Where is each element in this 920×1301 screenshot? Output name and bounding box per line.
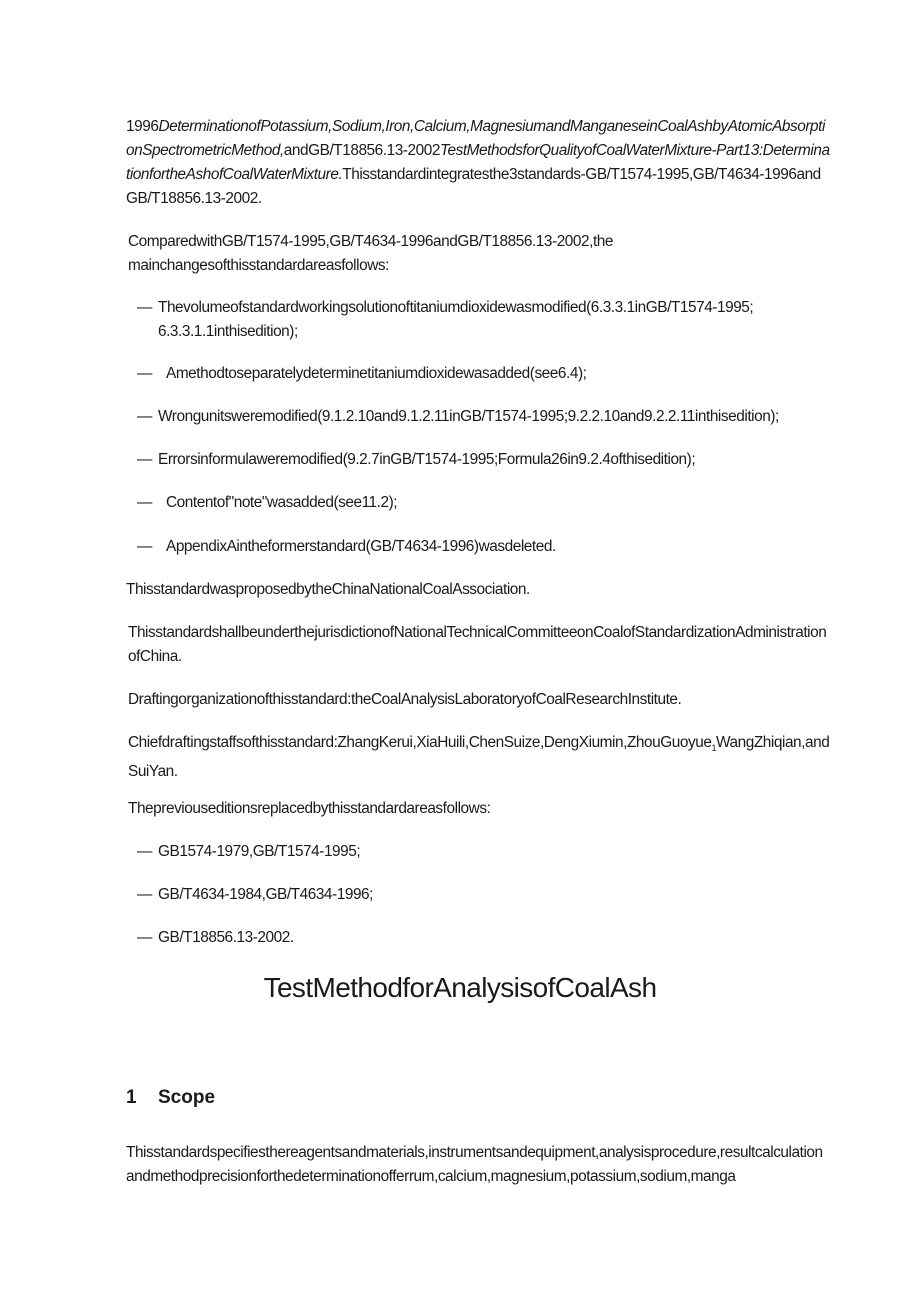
change-text: Contentof"note"wasadded(see11.2); xyxy=(166,494,398,511)
dash-marker: — xyxy=(137,299,152,316)
dash-marker: — xyxy=(137,538,152,555)
change-item xyxy=(137,491,830,515)
intro-text: andGB/T18856.13-2002 xyxy=(283,142,440,159)
change-text: Thevolumeofstandardworkingsolutionoftitaniumdioxidewasmodified(6.3.3.1inGB/T1574-1995;6.3.3.1.1inthisedition); xyxy=(158,299,754,340)
document-title: TestMethodforAnalysisofCoalAsh xyxy=(263,972,657,1003)
staff-subscript: 1 xyxy=(711,743,716,754)
scope-paragraph: Thisstandardspecifiesthereagentsandmaterials,instrumentsandequipment,analysisprocedure,resultcalculationandmethodprecisionforthedeterminationofferrum,calcium,magnesium,potassium,sodium,manga xyxy=(126,1144,823,1185)
intro-text: Thisstandardintegratesthe3standards-GB/T1574-1995,GB/T4634-1996andGB/T18856.13-2002. xyxy=(126,166,821,207)
section-heading-scope xyxy=(126,1085,215,1111)
dash-marker: — xyxy=(137,843,152,860)
dash-marker: — xyxy=(137,886,152,903)
jurisdiction-paragraph: ThisstandardshallbeunderthejurisdictionofNationalTechnicalCommitteeonCoalofStandardizationAdministrationofChina. xyxy=(128,624,827,665)
change-text: Amethodtoseparatelydeterminetitaniumdioxidewasadded(see6.4); xyxy=(166,365,587,382)
change-item xyxy=(137,362,830,386)
change-text: AppendixAintheformerstandard(GB/T4634-1996)wasdeleted. xyxy=(166,538,556,555)
previous-editions-intro: Thepreviouseditionsreplacedbythisstandardareasfollows: xyxy=(128,800,491,817)
previous-edition-item xyxy=(137,926,830,950)
dash-marker: — xyxy=(137,365,152,382)
intro-italic-title: DeterminationofPotassium,Sodium,Iron,Calcium,MagnesiumandManganeseinCoalAshbyAtomicAbsorptionSpectrometricMethod, xyxy=(126,118,825,159)
change-item xyxy=(137,405,850,429)
change-text: Wrongunitsweremodified(9.1.2.10and9.1.2.11inGB/T1574-1995;9.2.2.10and9.2.2.11inthisedition); xyxy=(158,408,779,425)
dash-marker: — xyxy=(137,408,152,425)
previous-edition-text: GB1574-1979,GB/T1574-1995; xyxy=(158,843,361,860)
intro-italic-title: TestMethodsforQualityofCoalWaterMixture-Part13:DeterminationfortheAshofCoalWaterMixture. xyxy=(126,142,830,183)
change-item xyxy=(137,296,830,344)
drafting-org-paragraph: Draftingorganizationofthisstandard:theCoalAnalysisLaboratoryofCoalResearchInstitute. xyxy=(128,691,682,708)
staff-paragraph xyxy=(128,731,830,784)
proposed-paragraph: ThisstandardwasproposedbytheChinaNationalCoalAssociation. xyxy=(126,581,530,598)
intro-paragraph xyxy=(126,115,830,211)
staff-text: WangZhiqian,andSuiYan. xyxy=(128,734,830,781)
intro-text: 1996 xyxy=(126,118,159,135)
dash-marker: — xyxy=(137,451,152,468)
change-item xyxy=(137,535,830,559)
previous-edition-item xyxy=(137,883,830,907)
previous-edition-item xyxy=(137,840,830,864)
dash-marker: — xyxy=(137,494,152,511)
previous-edition-text: GB/T4634-1984,GB/T4634-1996; xyxy=(158,886,373,903)
dash-marker: — xyxy=(137,929,152,946)
staff-text: Chiefdraftingstaffsofthisstandard:ZhangKerui,XiaHuili,ChenSuize,DengXiumin,ZhouGuoyue xyxy=(128,734,712,751)
section-number: 1 xyxy=(126,1087,137,1108)
previous-edition-text: GB/T18856.13-2002. xyxy=(158,929,294,946)
change-item xyxy=(137,448,830,472)
section-title: Scope xyxy=(158,1087,216,1108)
change-text: Errorsinformulaweremodified(9.2.7inGB/T1574-1995;Formula26in9.2.4ofthisedition); xyxy=(158,451,696,468)
comparison-paragraph: ComparedwithGB/T1574-1995,GB/T4634-1996andGB/T18856.13-2002,themainchangesofthisstandardareasfollows: xyxy=(128,233,614,274)
